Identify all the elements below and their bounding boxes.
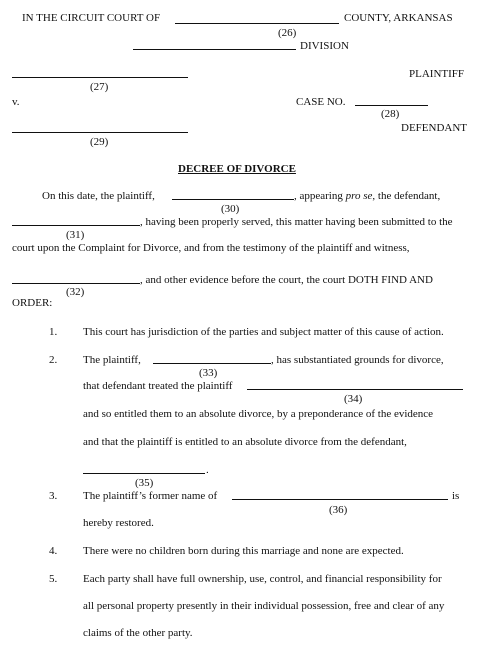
ref-34: (34) <box>344 393 363 405</box>
document-title: DECREE OF DIVORCE <box>178 163 296 175</box>
witness-blank <box>12 272 140 284</box>
item-3-b: is <box>452 490 460 502</box>
versus-label: v. <box>12 96 20 108</box>
case-no-label: CASE NO. <box>296 96 346 108</box>
item-2-a: The plaintiff, <box>83 354 141 366</box>
item-2-number: 2. <box>49 354 58 366</box>
ref-29: (29) <box>90 136 109 148</box>
item-2-plaintiff-blank <box>153 352 271 364</box>
item-2-grounds-blank <box>247 378 463 390</box>
ref-36: (36) <box>329 504 348 516</box>
ref-31: (31) <box>66 229 85 241</box>
plaintiff-label: PLAINTIFF <box>409 68 465 80</box>
item-2-period: . <box>206 464 209 476</box>
intro-line1c: , the defendant, <box>372 190 441 202</box>
item-5-b: all personal property presently in their individual possession, free and clear of any <box>83 600 445 612</box>
order-label: ORDER: <box>12 297 53 309</box>
ref-28: (28) <box>381 108 400 120</box>
item-2-c: that defendant treated the plaintiff <box>83 380 233 392</box>
county-blank <box>175 12 339 24</box>
item-5-number: 5. <box>49 573 58 585</box>
intro-line2: , having been properly served, this matter having been submitted to the <box>140 216 453 228</box>
intro-line1a: On this date, the plaintiff, <box>42 190 155 202</box>
ref-33: (33) <box>199 367 218 379</box>
county-suffix: COUNTY, ARKANSAS <box>344 12 453 24</box>
item-5-a: Each party shall have full ownership, use, control, and financial responsibility for <box>83 573 442 585</box>
item-2-defendant-blank <box>83 462 205 474</box>
intro-line3: court upon the Complaint for Divorce, and from the testimony of the plaintiff and witness, <box>12 242 410 254</box>
item-3-c: hereby restored. <box>83 517 154 529</box>
item-5-c: claims of the other party. <box>83 627 193 639</box>
plaintiff-name-blank <box>172 188 294 200</box>
appearing-text: , appearing <box>294 190 343 202</box>
ref-30: (30) <box>221 203 240 215</box>
item-1-number: 1. <box>49 326 58 338</box>
defendant-blank <box>12 121 188 133</box>
division-blank <box>133 38 296 50</box>
defendant-label: DEFENDANT <box>401 122 467 134</box>
item-2-d: and so entitled them to an absolute divorce, by a preponderance of the evidence <box>83 408 434 420</box>
intro-line4: , and other evidence before the court, the court DOTH FIND AND <box>140 274 433 286</box>
item-4-number: 4. <box>49 545 58 557</box>
case-no-blank <box>355 94 428 106</box>
item-4-text: There were no children born during this marriage and none are expected. <box>83 545 404 557</box>
item-3-number: 3. <box>49 490 58 502</box>
ref-26: (26) <box>278 27 297 39</box>
pro-se-text: pro se <box>345 190 373 202</box>
item-1-text: This court has jurisdiction of the parties and subject matter of this cause of action. <box>83 326 444 338</box>
plaintiff-blank <box>12 66 188 78</box>
court-prefix: IN THE CIRCUIT COURT OF <box>22 12 161 24</box>
division-label: DIVISION <box>300 40 349 52</box>
intro-line1b <box>294 190 440 203</box>
defendant-name-blank <box>12 214 140 226</box>
ref-35: (35) <box>135 477 154 489</box>
item-2-b: , has substantiated grounds for divorce, <box>271 354 444 366</box>
item-2-e: and that the plaintiff is entitled to an absolute divorce from the defendant, <box>83 436 407 448</box>
ref-27: (27) <box>90 81 109 93</box>
ref-32: (32) <box>66 286 85 298</box>
item-3-former-name-blank <box>232 488 448 500</box>
item-3-a: The plaintiff’s former name of <box>83 490 218 502</box>
